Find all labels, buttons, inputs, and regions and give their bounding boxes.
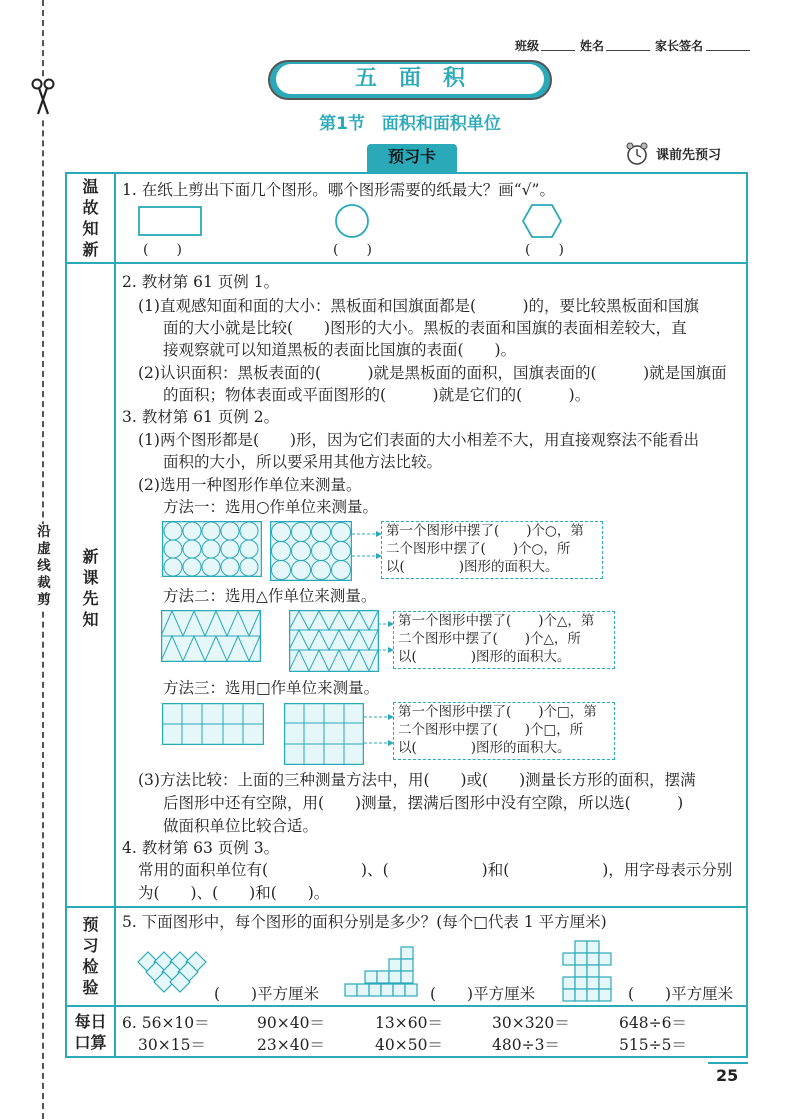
calc-5[interactable]: 648÷6＝ (619, 1014, 687, 1032)
q5-text: 5. 下面图形中，每个图形的面积分别是多少？(每个□代表 1 平方厘米) (122, 913, 607, 931)
q3-line-6: 做面积单位比较合适。 (163, 817, 319, 835)
section-title: 第1节 面积和面积单位 (319, 114, 501, 134)
q3-title: 3. 教材第 61 页例 2。 (122, 408, 280, 426)
parent-signature-label: 家长签名 (655, 39, 704, 53)
method-1-arrows (352, 528, 382, 564)
name-blank[interactable] (606, 50, 650, 51)
method-1-shape-b (270, 521, 352, 581)
parent-signature-blank[interactable] (706, 50, 750, 51)
q3-line-2: 面积的大小，所以要采用其他方法比较。 (163, 453, 443, 471)
preview-tag: 课前先预习 (656, 148, 722, 163)
method-1-line-2[interactable]: 二个图形中摆了( )个○，所 (386, 541, 571, 557)
page-number: 25 (716, 1066, 739, 1085)
method-1-label: 方法一：选用○作单位来测量。 (163, 498, 379, 516)
q2-line-2: 面的大小就是比较( )图形的大小。黑板的表面和国旗的表面相差较大，直 (163, 319, 687, 337)
q2-title: 2. 教材第 61 页例 1。 (122, 273, 280, 291)
q4-title: 4. 教材第 63 页例 3。 (122, 839, 280, 857)
calc-7[interactable]: 23×40＝ (257, 1036, 325, 1054)
circle-shape (334, 203, 370, 239)
q5-shape-staircase (344, 946, 426, 1002)
method-3-line-1[interactable]: 第一个图形中摆了( )个□，第 (398, 704, 597, 720)
method-3-shape-b (284, 703, 364, 765)
hexagon-shape (522, 204, 562, 238)
q4-line-2: 为( )、( )和( )。 (138, 884, 330, 902)
q3-line-1: (1)两个图形都是( )形，因为它们表面的大小相差不大，用直接观察法不能看出 (138, 431, 700, 449)
method-3-arrows (364, 711, 394, 751)
calc-8[interactable]: 40×50＝ (375, 1036, 443, 1054)
section-label-new: 新 课 先 知 (82, 547, 99, 629)
method-2-line-2[interactable]: 二个图形中摆了( )个△，所 (398, 631, 581, 647)
calc-10[interactable]: 515÷5＝ (619, 1036, 687, 1054)
q1-blank-2[interactable]: ( ) (333, 242, 372, 258)
q5-answer-1[interactable]: ( )平方厘米 (214, 985, 320, 1003)
unit-title: 五 面 积 (354, 66, 465, 91)
q3-line-5: 后图形中还有空隙，用( )测量，摆满后图形中没有空隙，所以选( ) (163, 794, 684, 812)
section-label-review: 温 故 知 新 (82, 177, 99, 259)
method-3-line-2[interactable]: 二个图形中摆了( )个□，所 (398, 722, 584, 738)
q5-shape-diamonds (136, 950, 214, 1000)
q3-line-3: (2)选用一种图形作单位来测量。 (138, 476, 362, 494)
alarm-clock-icon (624, 141, 650, 167)
method-2-shape-a (161, 610, 261, 662)
method-2-shape-b (289, 610, 379, 672)
q2-line-4: (2)认识面积：黑板表面的( )就是黑板面的面积，国旗表面的( )就是国旗面 (138, 364, 727, 382)
method-1-line-1[interactable]: 第一个图形中摆了( )个○，第 (386, 523, 584, 539)
class-label: 班级 (515, 39, 540, 53)
q2-line-3: 接观察就可以知道黑板的表面比国旗的表面( )。 (163, 341, 517, 359)
q2-line-5: 的面积；物体表面或平面图形的( )就是它们的( )。 (163, 386, 591, 404)
q1-text: 1. 在纸上剪出下面几个图形。哪个图形需要的纸最大？画“√”。 (122, 181, 555, 199)
method-2-line-3[interactable]: 以( )图形的面积大。 (398, 649, 571, 665)
section-label-check: 预 习 检 验 (82, 915, 99, 997)
card-title: 预习卡 (387, 147, 436, 166)
method-1-line-3[interactable]: 以( )图形的面积大。 (386, 559, 559, 575)
method-3-shape-a (162, 703, 264, 745)
q5-answer-2[interactable]: ( )平方厘米 (430, 985, 536, 1003)
scissors-icon (30, 78, 56, 118)
q5-shape-blocks (562, 940, 614, 1002)
method-3-line-3[interactable]: 以( )图形的面积大。 (398, 740, 571, 756)
class-blank[interactable] (541, 50, 575, 51)
calc-3[interactable]: 13×60＝ (375, 1014, 443, 1032)
rectangle-shape (138, 206, 202, 236)
q5-answer-3[interactable]: ( )平方厘米 (628, 985, 734, 1003)
name-label: 姓名 (580, 39, 605, 53)
q4-line-1: 常用的面积单位有( )、( )和( )，用字母表示分别 (138, 861, 733, 879)
q3-line-4: (3)方法比较：上面的三种测量方法中，用( )或( )测量长方形的面积，摆满 (138, 771, 696, 789)
calc-2[interactable]: 90×40＝ (257, 1014, 325, 1032)
method-2-label: 方法二：选用△作单位来测量。 (163, 587, 377, 605)
calc-1[interactable]: 6. 56×10＝ (122, 1014, 210, 1032)
calc-4[interactable]: 30×320＝ (492, 1014, 570, 1032)
method-1-shape-a (162, 521, 262, 577)
method-3-label: 方法三：选用□作单位来测量。 (163, 679, 380, 697)
q1-blank-3[interactable]: ( ) (525, 242, 564, 258)
q2-line-1: (1)直观感知面和面的大小：黑板面和国旗面都是( )的，要比较黑板面和国旗 (138, 297, 700, 315)
section-label-calc: 每日 口算 (74, 1012, 107, 1052)
cut-instruction: 沿 虚 线 裁 剪 (33, 524, 55, 609)
method-2-arrows (378, 618, 394, 658)
method-2-line-1[interactable]: 第一个图形中摆了( )个△，第 (398, 613, 595, 629)
calc-9[interactable]: 480÷3＝ (492, 1036, 560, 1054)
q1-blank-1[interactable]: ( ) (143, 242, 182, 258)
calc-6[interactable]: 30×15＝ (138, 1036, 206, 1054)
